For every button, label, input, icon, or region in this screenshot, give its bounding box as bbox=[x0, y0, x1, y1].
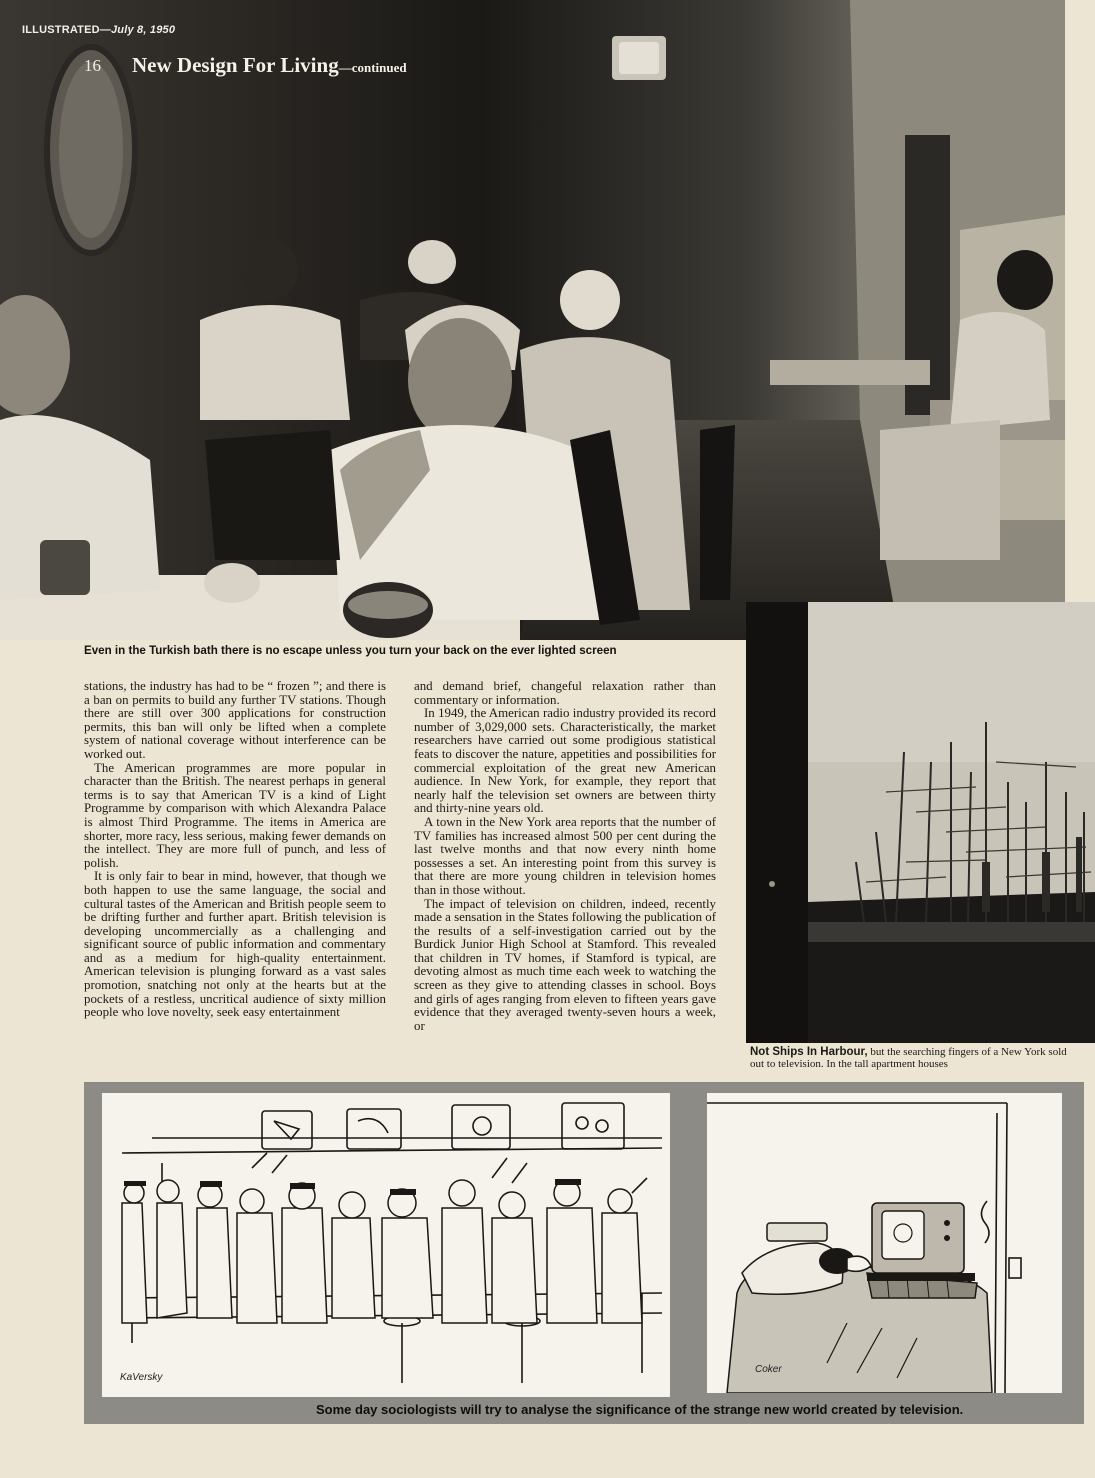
right-cartoon-signature: Coker bbox=[755, 1364, 782, 1375]
issue-date: July 8, 1950 bbox=[110, 24, 176, 36]
left-cartoon-signature: KaVersky bbox=[120, 1372, 163, 1383]
paragraph: It is only fair to bear in mind, however, that though we both happen to use the same language, the social and cultural tastes of the American and British people seem to be drifting further and further apart. British television is developing uncommercially as a challenging and significant source of public information and commentary and as a medium for high-quality entertainment. American television is plunging forward as a vast sales promotion, snatching not only at the hearts but at the pockets of a restless, uncritical audience of sixty million people who love novelty, seek easy entertainment bbox=[84, 869, 386, 1020]
turkish-bath-photo bbox=[0, 0, 1065, 640]
paragraph: The American programmes are more popular in character than the British. The nearest perhaps in general terms is to say that American TV is a kind of Light Programme by comparison with which Alexandra Palace is almost Third Programme. The items in America are shorter, more racy, less serious, making fewer demands on the intellect. They are more full of punch, and less of polish. bbox=[84, 760, 386, 870]
main-photo-caption: Even in the Turkish bath there is no escape unless you turn your back on the ever lighted screen bbox=[84, 644, 617, 657]
article-column-2 bbox=[414, 680, 716, 1033]
bed-tv-cartoon bbox=[707, 1093, 1062, 1393]
paragraph: A town in the New York area reports that the number of TV families has increased almost 500 per cent during the last twelve months and that now every ninth home possesses a set. An interesting point from this survey is that there are more young children in television homes than in those without. bbox=[414, 814, 716, 897]
antennas-photo-caption bbox=[750, 1046, 1080, 1070]
cartoon-caption: Some day sociologists will try to analyse the significance of the strange new world created by television. bbox=[316, 1402, 964, 1417]
paragraph: In 1949, the American radio industry provided its record number of 3,029,000 sets. Characteristically, the market researchers have carried out some prodigious statistical feats to discover the nature, appetities and possibilities for commercial exploitation of the great new American audience. In New York, for example, they report that nearly half the television set owners are between thirty and thirty-nine years old. bbox=[414, 706, 716, 816]
section-title-suffix: —continued bbox=[338, 60, 407, 75]
section-title bbox=[132, 53, 407, 78]
masthead: ILLUSTRATED—July 8, 1950 bbox=[22, 24, 176, 36]
article-column-1 bbox=[84, 680, 386, 1020]
antennas-photo bbox=[746, 602, 1095, 1043]
caption-lead: Not Ships In Harbour, bbox=[750, 1046, 868, 1058]
paragraph: stations, the industry has had to be “ frozen ”; and there is a ban on permits to build any further TV stations. Though there are still over 300 applications for construction permits, this ban will only be lifted when a complete system of national coverage without interference can be worked out. bbox=[84, 679, 386, 761]
paragraph: The impact of television on children, indeed, recently made a sensation in the States following the publication of the results of a self-investigation carried out by the Burdick Junior High School at Stamford. This revealed that children in TV homes, if Stamford is typical, are devoting almost as much time each week to watching the screen as they give to attending classes in school. Boys and girls of ages ranging from eleven to fifteen years gave evidence that they averaged twenty-seven hours a week, or bbox=[414, 896, 716, 1033]
magazine-name: ILLUSTRATED bbox=[22, 24, 100, 36]
caption-text: but the searching fingers of a New York sold out to television. In the tall apartment houses bbox=[750, 1046, 1067, 1070]
page-number: 16 bbox=[84, 56, 101, 75]
section-title-text: New Design For Living bbox=[132, 53, 339, 77]
bar-crowd-cartoon bbox=[102, 1093, 670, 1397]
paragraph: and demand brief, changeful relaxation rather than commentary or information. bbox=[414, 679, 716, 707]
